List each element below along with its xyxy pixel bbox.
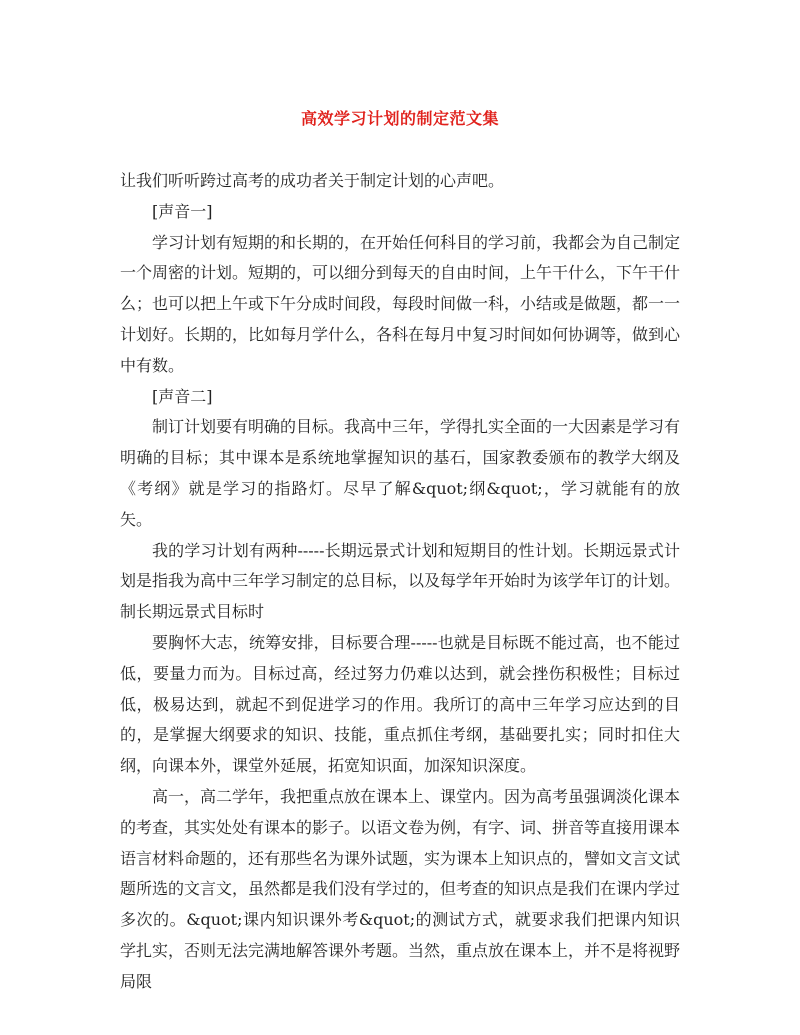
paragraph-voice-one: 学习计划有短期的和长期的，在开始任何科目的学习前，我都会为自己制定一个周密的计划。短期的，可以细分到每天的自由时间，上午干什么，下午干什么；也可以把上午或下午分成时间段，每段时间做一科，小结或是做题，都一一计划好。长期的，比如每月学什么，各科在每月中复习时间如何协调等，做到心中有数。 [120,232,681,375]
paragraph-goal-setting: 要胸怀大志，统筹安排，目标要合理-----也就是目标既不能过高，也不能过低，要量力而为。目标过高，经过努力仍难以达到，就会挫伤积极性；目标过低，极易达到，就起不到促进学习的作用。我所订的高中三年学习应达到的目的，是掌握大纲要求的知识、技能，重点抓住考纲，基础要扎实；同时扣住大纲，向课本外，课堂外延展，拓宽知识面，加深知识深度。 [120,632,680,776]
document-body [120,166,680,998]
paragraph-intro: 让我们听听跨过高考的成功者关于制定计划的心声吧。 [120,171,505,190]
paragraph-heading-voice-two: [声音二] [152,386,213,406]
paragraph-heading-voice-one: [声音一] [152,201,213,221]
document-title: 高效学习计划的制定范文集 [300,109,499,128]
paragraph-grade-focus: 高一，高二学年，我把重点放在课本上、课堂内。因为高考虽强调淡化课本的考查，其实处处有课本的影子。以语文卷为例，有字、词、拼音等直接用课本语言材料命题的，还有那些名为课外试题，实为课本上知识点的，譬如文言文试题所选的文言文，虽然都是我们没有学过的，但考查的知识点是我们在课内学过多次的。&quot;课内知识课外考&quot;的测试方式，就要求我们把课内知识学扎实，否则无法完满地解答课外考题。当然，重点放在课本上，并不是将视野局限 [120,786,681,991]
paragraph-plan-types: 我的学习计划有两种-----长期远景式计划和短期目的性计划。长期远景式计划是指我为高中三年学习制定的总目标，以及每学年开始时为该学年订的计划。制长期远景式目标时 [120,540,681,622]
paragraph-voice-two: 制订计划要有明确的目标。我高中三年，学得扎实全面的一大因素是学习有明确的目标；其中课本是系统地掌握知识的基石，国家教委颁布的教学大纲及《考纲》就是学习的指路灯。尽早了解&quot;纲&quot;，学习就能有的放矢。 [120,417,681,529]
